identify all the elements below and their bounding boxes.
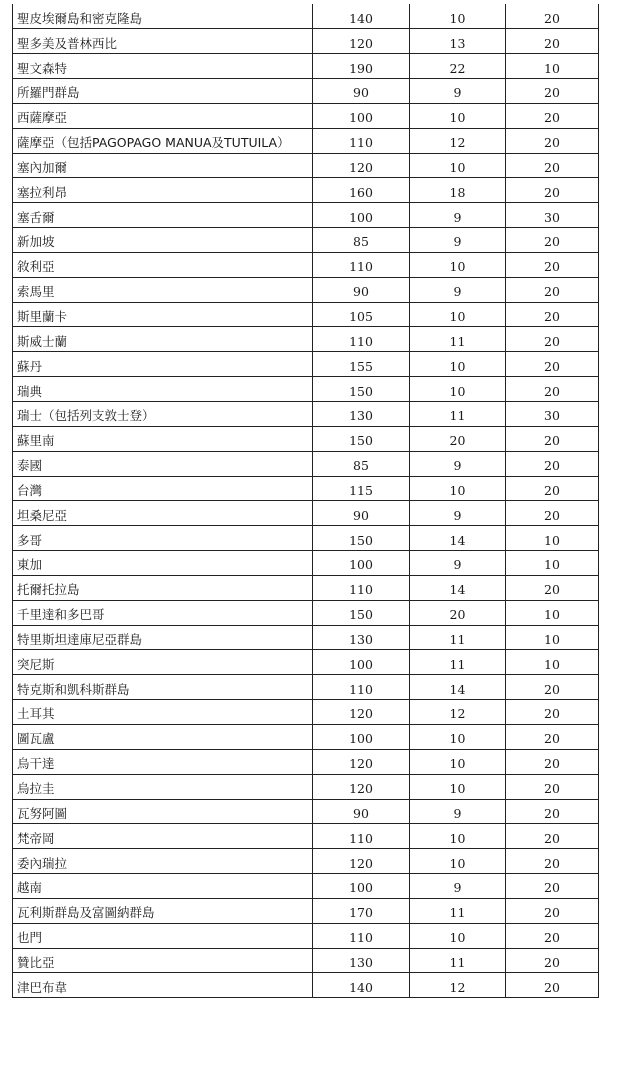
table-row: [13, 302, 599, 327]
value-cell-3: 20: [506, 252, 599, 277]
value-cell-2: 9: [410, 203, 506, 228]
table-row: [13, 675, 599, 700]
value-cell-2: 11: [410, 948, 506, 973]
value-cell-3: 20: [506, 724, 599, 749]
country-cell: 瓦努阿圖: [13, 799, 313, 824]
value-cell-3: 20: [506, 228, 599, 253]
value-cell-3: 20: [506, 973, 599, 998]
table-row: [13, 973, 599, 998]
country-cell: 特里斯坦達庫尼亞群島: [13, 625, 313, 650]
table-row: [13, 874, 599, 899]
value-cell-3: 20: [506, 178, 599, 203]
value-cell-1: 100: [313, 203, 410, 228]
country-cell: 瑞士（包括列支敦士登）: [13, 402, 313, 427]
value-cell-2: 10: [410, 377, 506, 402]
table-row: [13, 29, 599, 54]
value-cell-2: 22: [410, 54, 506, 79]
value-cell-2: 11: [410, 327, 506, 352]
table-row: [13, 451, 599, 476]
value-cell-2: 10: [410, 774, 506, 799]
value-cell-3: 20: [506, 700, 599, 725]
country-cell: 托爾托拉島: [13, 575, 313, 600]
value-cell-1: 150: [313, 526, 410, 551]
value-cell-2: 10: [410, 849, 506, 874]
value-cell-3: 20: [506, 153, 599, 178]
value-cell-1: 85: [313, 228, 410, 253]
value-cell-1: 140: [313, 4, 410, 29]
table-row: [13, 700, 599, 725]
value-cell-2: 10: [410, 352, 506, 377]
value-cell-2: 12: [410, 973, 506, 998]
value-cell-1: 110: [313, 824, 410, 849]
value-cell-2: 14: [410, 675, 506, 700]
value-cell-3: 20: [506, 128, 599, 153]
value-cell-2: 20: [410, 600, 506, 625]
table-row: [13, 600, 599, 625]
country-cell: 也門: [13, 923, 313, 948]
value-cell-1: 110: [313, 128, 410, 153]
value-cell-2: 14: [410, 575, 506, 600]
value-cell-3: 20: [506, 327, 599, 352]
table-row: [13, 575, 599, 600]
table-row: [13, 54, 599, 79]
country-cell: 西薩摩亞: [13, 103, 313, 128]
value-cell-3: 20: [506, 451, 599, 476]
value-cell-2: 11: [410, 402, 506, 427]
value-cell-1: 100: [313, 874, 410, 899]
value-cell-2: 9: [410, 799, 506, 824]
table-row: [13, 551, 599, 576]
value-cell-3: 20: [506, 4, 599, 29]
country-cell: 土耳其: [13, 700, 313, 725]
value-cell-2: 10: [410, 824, 506, 849]
table-row: [13, 625, 599, 650]
value-cell-1: 115: [313, 476, 410, 501]
table-row: [13, 4, 599, 29]
table-row: [13, 79, 599, 104]
value-cell-1: 85: [313, 451, 410, 476]
country-cell: 梵帝岡: [13, 824, 313, 849]
value-cell-1: 140: [313, 973, 410, 998]
value-cell-1: 170: [313, 898, 410, 923]
value-cell-3: 20: [506, 898, 599, 923]
value-cell-1: 100: [313, 551, 410, 576]
table-row: [13, 799, 599, 824]
country-cell: 聖多美及普林西比: [13, 29, 313, 54]
value-cell-1: 90: [313, 79, 410, 104]
value-cell-3: 30: [506, 203, 599, 228]
value-cell-3: 20: [506, 352, 599, 377]
value-cell-2: 9: [410, 501, 506, 526]
value-cell-1: 150: [313, 377, 410, 402]
value-cell-1: 155: [313, 352, 410, 377]
value-cell-1: 90: [313, 277, 410, 302]
value-cell-1: 150: [313, 426, 410, 451]
country-cell: 所羅門群島: [13, 79, 313, 104]
table-row: [13, 650, 599, 675]
country-cell: 特克斯和凱科斯群島: [13, 675, 313, 700]
country-cell: 泰國: [13, 451, 313, 476]
table-row: [13, 774, 599, 799]
country-cell: 聖皮埃爾島和密克隆島: [13, 4, 313, 29]
table-row: [13, 501, 599, 526]
value-cell-3: 20: [506, 426, 599, 451]
value-cell-3: 20: [506, 476, 599, 501]
country-cell: 越南: [13, 874, 313, 899]
country-cell: 斯威士蘭: [13, 327, 313, 352]
country-cell: 坦桑尼亞: [13, 501, 313, 526]
value-cell-2: 11: [410, 625, 506, 650]
table-row: [13, 128, 599, 153]
value-cell-2: 13: [410, 29, 506, 54]
value-cell-3: 10: [506, 526, 599, 551]
value-cell-1: 150: [313, 600, 410, 625]
value-cell-2: 9: [410, 228, 506, 253]
table-row: [13, 923, 599, 948]
value-cell-2: 14: [410, 526, 506, 551]
value-cell-2: 10: [410, 153, 506, 178]
value-cell-3: 20: [506, 749, 599, 774]
value-cell-1: 110: [313, 327, 410, 352]
value-cell-3: 20: [506, 575, 599, 600]
value-cell-3: 10: [506, 625, 599, 650]
country-cell: 索馬里: [13, 277, 313, 302]
country-cell: 新加坡: [13, 228, 313, 253]
value-cell-3: 20: [506, 799, 599, 824]
table-row: [13, 948, 599, 973]
value-cell-2: 10: [410, 476, 506, 501]
value-cell-1: 105: [313, 302, 410, 327]
value-cell-1: 100: [313, 724, 410, 749]
table-row: [13, 153, 599, 178]
country-cell: 贊比亞: [13, 948, 313, 973]
table-row: [13, 849, 599, 874]
value-cell-3: 10: [506, 650, 599, 675]
value-cell-2: 10: [410, 724, 506, 749]
value-cell-1: 120: [313, 700, 410, 725]
value-cell-1: 90: [313, 799, 410, 824]
country-cell: 台灣: [13, 476, 313, 501]
value-cell-2: 10: [410, 749, 506, 774]
value-cell-3: 20: [506, 874, 599, 899]
country-cell: 塞拉利昂: [13, 178, 313, 203]
value-cell-3: 20: [506, 79, 599, 104]
value-cell-1: 120: [313, 153, 410, 178]
value-cell-1: 120: [313, 849, 410, 874]
value-cell-3: 20: [506, 849, 599, 874]
table-row: [13, 749, 599, 774]
table-row: [13, 476, 599, 501]
country-cell: 塞內加爾: [13, 153, 313, 178]
table-row: [13, 526, 599, 551]
country-cell: 多哥: [13, 526, 313, 551]
table-row: [13, 898, 599, 923]
value-cell-1: 120: [313, 749, 410, 774]
value-cell-3: 20: [506, 774, 599, 799]
country-cell: 敘利亞: [13, 252, 313, 277]
value-cell-1: 90: [313, 501, 410, 526]
value-cell-1: 190: [313, 54, 410, 79]
value-cell-3: 10: [506, 600, 599, 625]
country-cell: 委內瑞拉: [13, 849, 313, 874]
value-cell-3: 20: [506, 501, 599, 526]
value-cell-1: 130: [313, 625, 410, 650]
table-row: [13, 724, 599, 749]
value-cell-2: 11: [410, 898, 506, 923]
value-cell-1: 120: [313, 29, 410, 54]
value-cell-1: 120: [313, 774, 410, 799]
value-cell-2: 9: [410, 874, 506, 899]
table-row: [13, 203, 599, 228]
table-row: [13, 327, 599, 352]
table-body: [13, 4, 599, 998]
value-cell-3: 10: [506, 551, 599, 576]
value-cell-2: 10: [410, 103, 506, 128]
value-cell-1: 100: [313, 103, 410, 128]
value-cell-3: 10: [506, 54, 599, 79]
table-row: [13, 352, 599, 377]
value-cell-1: 160: [313, 178, 410, 203]
value-cell-2: 10: [410, 4, 506, 29]
country-cell: 烏拉圭: [13, 774, 313, 799]
rates-table: [12, 4, 599, 998]
country-cell: 蘇里南: [13, 426, 313, 451]
value-cell-2: 9: [410, 451, 506, 476]
value-cell-2: 10: [410, 252, 506, 277]
value-cell-3: 20: [506, 377, 599, 402]
value-cell-2: 20: [410, 426, 506, 451]
value-cell-1: 110: [313, 923, 410, 948]
value-cell-2: 9: [410, 277, 506, 302]
table-row: [13, 228, 599, 253]
country-cell: 聖文森特: [13, 54, 313, 79]
table-row: [13, 103, 599, 128]
value-cell-1: 130: [313, 402, 410, 427]
country-cell: 東加: [13, 551, 313, 576]
country-cell: 烏干達: [13, 749, 313, 774]
table-row: [13, 402, 599, 427]
table-row: [13, 178, 599, 203]
value-cell-2: 12: [410, 128, 506, 153]
country-cell: 蘇丹: [13, 352, 313, 377]
table-row: [13, 252, 599, 277]
country-cell: 瑞典: [13, 377, 313, 402]
country-cell: 薩摩亞（包括PAGOPAGO MANUA及TUTUILA）: [13, 128, 313, 153]
country-cell: 津巴布韋: [13, 973, 313, 998]
value-cell-3: 20: [506, 302, 599, 327]
value-cell-2: 18: [410, 178, 506, 203]
value-cell-2: 9: [410, 551, 506, 576]
value-cell-2: 12: [410, 700, 506, 725]
value-cell-1: 110: [313, 575, 410, 600]
country-cell: 千里達和多巴哥: [13, 600, 313, 625]
value-cell-2: 9: [410, 79, 506, 104]
value-cell-3: 20: [506, 103, 599, 128]
value-cell-3: 20: [506, 923, 599, 948]
value-cell-1: 130: [313, 948, 410, 973]
table-row: [13, 824, 599, 849]
value-cell-3: 20: [506, 29, 599, 54]
value-cell-3: 30: [506, 402, 599, 427]
value-cell-1: 100: [313, 650, 410, 675]
table-row: [13, 426, 599, 451]
country-cell: 瓦利斯群島及富圖納群島: [13, 898, 313, 923]
country-cell: 斯里蘭卡: [13, 302, 313, 327]
value-cell-2: 10: [410, 302, 506, 327]
value-cell-3: 20: [506, 824, 599, 849]
country-cell: 塞舌爾: [13, 203, 313, 228]
value-cell-1: 110: [313, 675, 410, 700]
value-cell-3: 20: [506, 277, 599, 302]
value-cell-3: 20: [506, 948, 599, 973]
value-cell-2: 10: [410, 923, 506, 948]
value-cell-2: 11: [410, 650, 506, 675]
table-row: [13, 377, 599, 402]
table-row: [13, 277, 599, 302]
country-cell: 圖瓦盧: [13, 724, 313, 749]
country-cell: 突尼斯: [13, 650, 313, 675]
value-cell-1: 110: [313, 252, 410, 277]
value-cell-3: 20: [506, 675, 599, 700]
